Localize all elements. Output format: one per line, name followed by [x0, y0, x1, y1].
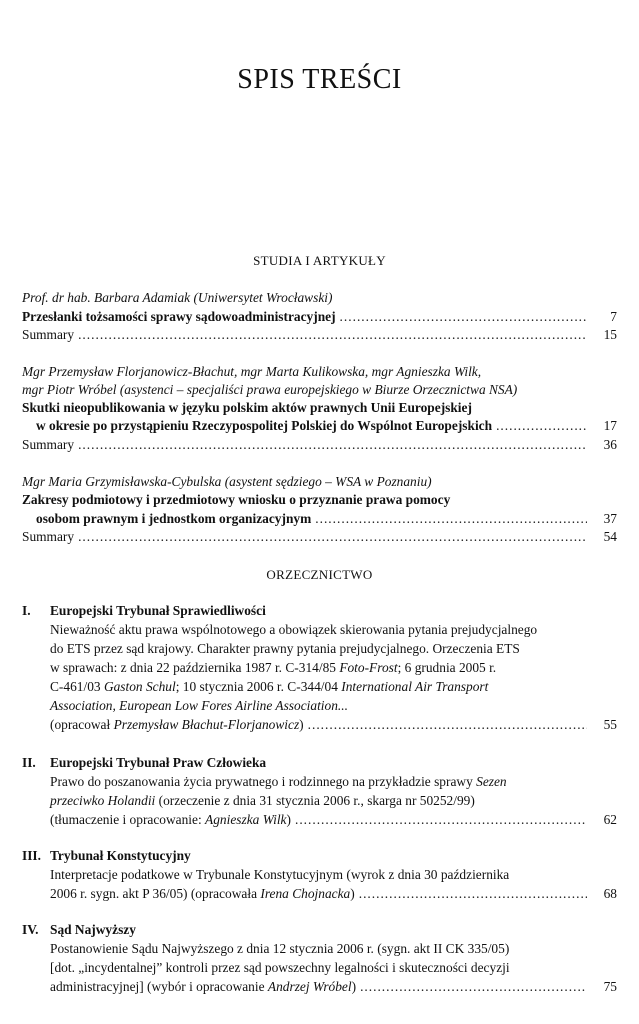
ruling-credit: administracyjnej] (wybór i opracowanie Andrzej Wróbel): [50, 979, 357, 994]
ruling-text: Interpretacje podatkowe w Trybunale Konstytucyjnym (wyrok z dnia 30 października: [50, 867, 510, 882]
article-author: Mgr Przemysław Florjanowicz-Błachut, mgr Marta Kulikowska, mgr Agnieszka Wilk,: [22, 364, 482, 379]
article-title: osobom prawnym i jednostkom organizacyjnym: [36, 511, 312, 526]
article-title: Przesłanki tożsamości sprawy sądowoadministracyjnej: [22, 309, 336, 324]
ruling-court: Trybunał Konstytucyjny: [50, 848, 191, 863]
section-heading-studia: STUDIA I ARTYKUŁY: [253, 253, 386, 268]
ruling-credit: (opracował Przemysław Błachut-Florjanowicz): [50, 717, 304, 732]
page-number: 55: [603, 717, 617, 732]
ruling-text: Association, European Low Fores Airline Association...: [50, 698, 348, 713]
ruling-credit: (tłumaczenie i opracowanie: Agnieszka Wilk): [50, 812, 291, 827]
ruling-court: Sąd Najwyższy: [50, 922, 136, 937]
ruling-numeral: II.: [22, 755, 36, 770]
leader-dots: [78, 435, 587, 455]
page-title: SPIS TREŚCI: [237, 64, 402, 95]
leader-dots: [359, 884, 587, 904]
leader-dots: [340, 307, 587, 327]
summary-label: Summary: [22, 437, 75, 452]
summary-entry[interactable]: [22, 325, 617, 345]
summary-entry[interactable]: [22, 527, 617, 547]
summary-label: Summary: [22, 327, 75, 342]
ruling-court: Europejski Trybunał Praw Człowieka: [50, 755, 267, 770]
page-number: 17: [603, 418, 617, 433]
page-number: 75: [603, 979, 617, 994]
page-number: 36: [603, 437, 617, 452]
page-number: 62: [603, 812, 617, 827]
article-title: Zakresy podmiotowy i przedmiotowy wniosku o przyznanie prawa pomocy: [22, 492, 451, 507]
leader-dots: [496, 416, 587, 436]
leader-dots: [78, 527, 587, 547]
article-author: Prof. dr hab. Barbara Adamiak (Uniwersytet Wrocławski): [22, 290, 333, 305]
toc-entry[interactable]: [50, 884, 617, 904]
leader-dots: [315, 509, 587, 529]
article-author: Mgr Maria Grzymisławska-Cybulska (asystent sędziego – WSA w Poznaniu): [22, 474, 432, 489]
leader-dots: [78, 325, 587, 345]
toc-entry[interactable]: [36, 509, 617, 529]
page-number: 68: [603, 886, 617, 901]
ruling-text: Prawo do poszanowania życia prywatnego i rodzinnego na przykładzie sprawy Sezen: [50, 774, 507, 789]
ruling-text: w sprawach: z dnia 22 października 1987 r. C-314/85 Foto-Frost; 6 grudnia 2005 r.: [50, 660, 497, 675]
ruling-text: Nieważność aktu prawa wspólnotowego a obowiązek skierowania pytania prejudycjalnego: [50, 622, 538, 637]
ruling-text: Postanowienie Sądu Najwyższego z dnia 12 stycznia 2006 r. (sygn. akt II CK 335/05): [50, 941, 510, 956]
ruling-text: do ETS przez sąd krajowy. Charakter prawny pytania prejudycjalnego. Orzeczenia ETS: [50, 641, 520, 656]
page-number: 7: [610, 309, 617, 324]
leader-dots: [295, 810, 587, 830]
ruling-credit: 2006 r. sygn. akt P 36/05) (opracowała Irena Chojnacka): [50, 886, 355, 901]
leader-dots: [308, 715, 587, 735]
summary-label: Summary: [22, 529, 75, 544]
ruling-text: [dot. „incydentalnej” kontroli przez sąd powszechny legalności i skuteczności decyzji: [50, 960, 510, 975]
toc-entry[interactable]: [36, 416, 617, 436]
ruling-numeral: I.: [22, 603, 31, 618]
ruling-text: przeciwko Holandii (orzeczenie z dnia 31 stycznia 2006 r., skarga nr 50252/99): [50, 793, 475, 808]
toc-entry[interactable]: [50, 715, 617, 735]
toc-entry[interactable]: [50, 810, 617, 830]
ruling-court: Europejski Trybunał Sprawiedliwości: [50, 603, 266, 618]
page-number: 54: [603, 529, 617, 544]
toc-entry[interactable]: [50, 977, 617, 997]
ruling-text: C-461/03 Gaston Schul; 10 stycznia 2006 r. C-344/04 International Air Transport: [50, 679, 489, 694]
summary-entry[interactable]: [22, 435, 617, 455]
ruling-numeral: IV.: [22, 922, 39, 937]
page-number: 15: [603, 327, 617, 342]
toc-entry[interactable]: [22, 307, 617, 327]
ruling-numeral: III.: [22, 848, 41, 863]
article-author: mgr Piotr Wróbel (asystenci – specjaliści prawa europejskiego w Biurze Orzecznictwa NSA): [22, 382, 518, 397]
section-heading-orzecznictwo: ORZECZNICTWO: [266, 567, 373, 582]
article-title: Skutki nieopublikowania w języku polskim aktów prawnych Unii Europejskiej: [22, 400, 472, 415]
leader-dots: [360, 977, 587, 997]
article-title: w okresie po przystąpieniu Rzeczypospolitej Polskiej do Wspólnot Europejskich: [36, 418, 493, 433]
page-number: 37: [603, 511, 617, 526]
